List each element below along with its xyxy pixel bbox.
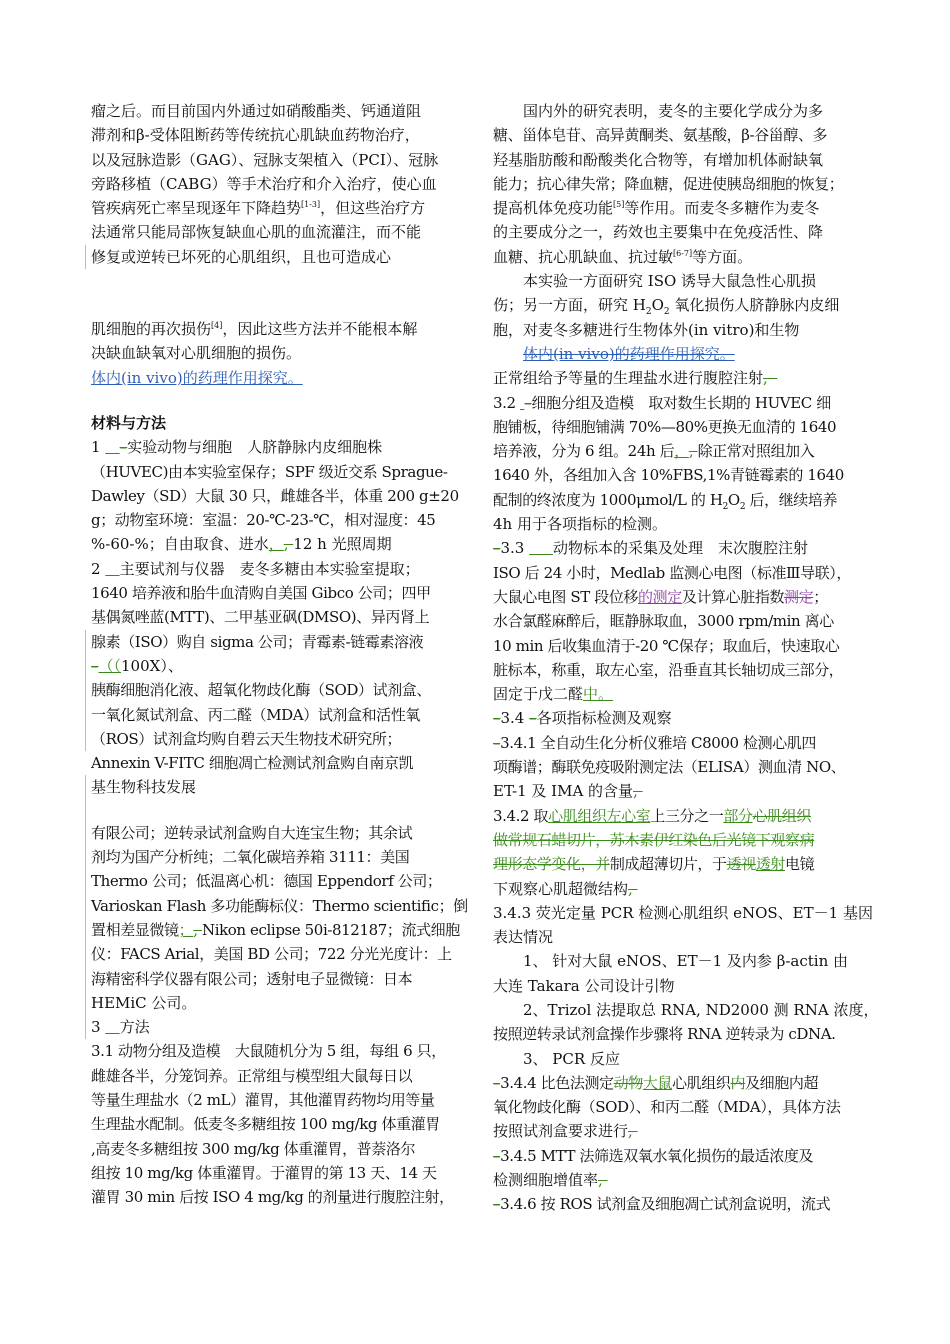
text-line	[493, 828, 865, 852]
text-line: 组按 10 mg/kg 体重灌胃。于灌胃的第 13 天、14 天	[91, 1163, 437, 1182]
text-line: –3.4.1 全自动生化分析仪雅培 C8000 检测心肌四	[493, 733, 817, 752]
text-line: 基生物科技发展	[91, 775, 461, 799]
text-line: 胰酶细胞消化液、超氧化物歧化酶（SOD）试剂盒、	[91, 678, 461, 702]
text-line: 法通常只能局部恢复缺血心肌的血流灌注，而不能	[91, 223, 422, 242]
text-line: 10 min 后收集血清于-20 ℃保存；取血后，快速取心	[493, 636, 840, 655]
text-line: 的主要成分之一，药效也主要集中在免疫活性、降	[493, 223, 824, 242]
citation: [4]	[211, 321, 223, 331]
text-line: %-60-%；自由取食、进水，, 12 h 光照周期	[91, 535, 392, 554]
moved-text[interactable]: 的测定	[638, 587, 682, 606]
text-line: 3.2 –细胞分组及造模 取对数生长期的 HUVEC 细	[493, 393, 831, 412]
text-line: 2 主要试剂与仪器 麦冬多糖由本实验室提取；	[91, 559, 420, 578]
text-line: 羟基脂肪酸和酚酸类化合物等，有增加机体耐缺氧	[493, 150, 824, 169]
text-line: 项酶谱；酶联免疫吸附测定法（ELISA）测血清 NO、	[493, 758, 846, 777]
text-line: 胞，对麦冬多糖进行生物体外(in vitro)和生物	[493, 320, 800, 339]
text-line: 修复或逆转已坏死的心肌组织，且也可造成心	[91, 245, 461, 269]
text-line: 有限公司；逆转录试剂盒购自大连宝生物；其余试	[91, 821, 461, 845]
text-line: –3.4.5 MTT 法筛选双氧水氧化损伤的最适浓度及	[493, 1146, 814, 1165]
text-line: 按照逆转录试剂盒操作步骤将 RNA 逆转录为 cDNA.	[493, 1025, 836, 1044]
text-line: Annexin V-FITC 细胞凋亡检测试剂盒购自南京凯	[91, 754, 414, 773]
text-line: （ROS）试剂盒均购自碧云天生物技术研究所；	[91, 727, 461, 751]
tracked-insertion[interactable]: 部分	[723, 806, 753, 825]
text-line: 1640 外，各组加入含 10%FBS,1%青链霉素的 1640	[493, 466, 844, 485]
text-line: 正常组给予等量的生理盐水进行腹腔注射,	[493, 369, 778, 388]
text-line: 置相差显微镜；, Nikon eclipse 50i-812187；流式细胞	[91, 918, 461, 942]
spacer	[91, 390, 461, 411]
tracked-insertion[interactable]: 心肌组织左心室	[548, 806, 651, 825]
text-line: 表达情况	[493, 928, 554, 947]
text-line: 提高机体免疫功能[5]等作用。而麦冬多糖作为麦冬	[493, 199, 820, 218]
tracked-insertion[interactable]: ；	[178, 920, 194, 939]
tracked-deletion[interactable]: 做常规石蜡切片，苏木素伊红染色后光镜下观察病	[493, 830, 815, 849]
text-line: 瘤之后。而目前国内外通过如硝酸酯类、钙通道阻	[91, 102, 422, 120]
text-line: g；动物室环境：室温：20-℃-23-℃，相对湿度：45	[91, 511, 436, 530]
text-line: ISO 后 24 小时，Medlab 监测心电图（标准Ⅲ导联），	[493, 563, 852, 582]
text-line: 固定于戊二醛中。	[493, 685, 614, 704]
tracked-deletion[interactable]: 心肌组织	[752, 806, 811, 825]
text-line: 理形态学变化，并制成超薄切片，于透视透射电镜	[493, 855, 815, 874]
right-column	[493, 99, 879, 1217]
text-line: 水合氯醛麻醉后，眶静脉取血，3000 rpm/min 离心	[493, 612, 834, 631]
tracked-insertion[interactable]	[105, 1018, 119, 1036]
spacer	[85, 800, 461, 821]
tracked-deletion[interactable]: 体内(in vivo)的药理作用探究。	[523, 344, 735, 363]
text-line: 大连 Takara 公司设计引物	[493, 976, 675, 995]
text-line: –3.3 动物标本的采集及处理 末次腹腔注射	[493, 539, 808, 558]
text-line	[493, 342, 865, 366]
text-line: 糖、甾体皂苷、高异黄酮类、氨基酸，β-谷甾醇、多	[493, 126, 828, 145]
text-line: 检测细胞增值率,	[493, 1171, 608, 1190]
text-line: ET-1 及 IMA 的含量,	[493, 782, 643, 801]
text-line: 3 方法	[91, 1015, 461, 1039]
text-line: 按照试剂盒要求进行,	[493, 1122, 638, 1141]
text-line: –3.4.6 按 ROS 试剂盒及细胞凋亡试剂盒说明，流式	[493, 1195, 831, 1214]
text-line: 能力；抗心律失常；降血糖，促进使胰岛细胞的恢复；	[493, 174, 844, 193]
text-line: 脏标本，称重，取左心室，沿垂直其长轴切成三部分，	[493, 660, 844, 679]
text-line: （HUVEC)由本实验室保存；SPF 级近交系 Sprague-	[91, 462, 448, 481]
text-line: 仪：FACS Arial，美国 BD 公司；722 分光光度计：上	[91, 942, 461, 966]
tracked-insertion[interactable]: 中。	[583, 685, 614, 704]
tracked-deletion[interactable]: 内	[730, 1073, 746, 1092]
text-line: 血糖、抗心肌缺血、抗过敏[6-7]等方面。	[493, 247, 753, 266]
text-line: 一氧化氮试剂盒、丙二醛（MDA）试剂盒和活性氧	[91, 703, 461, 727]
text-line: 1640 培养液和胎牛血清购自美国 Gibco 公司；四甲	[91, 584, 431, 603]
text-line: ,高麦冬多糖组按 300 mg/kg 体重灌胃，普萘洛尔	[91, 1139, 416, 1158]
moved-text[interactable]: 测定	[784, 587, 814, 606]
citation: [1-3]	[301, 200, 321, 210]
text-line: 剂均为国产分析纯；二氧化碳培养箱 3111：美国	[91, 845, 461, 869]
text-line: HEMiC 公司。	[91, 991, 461, 1015]
tracked-insertion[interactable]	[105, 438, 119, 456]
text-line: 3.4.2 取心肌组织左心室上三分之一部分心肌组织	[493, 806, 811, 825]
text-line	[91, 366, 461, 390]
text-line: 1、 针对大鼠 eNOS、ET－1 及内参 β-actin 由	[523, 952, 849, 971]
section-heading: 材料与方法	[91, 413, 167, 432]
tracked-insertion[interactable]: 透射	[755, 855, 786, 874]
text-line: 配制的终浓度为 1000μmol/L 的 $H_2O_2$ 后，继续培养	[493, 490, 838, 512]
text-line: 腺素（ISO）购自 sigma 公司；青霉素-链霉素溶液	[91, 630, 461, 654]
text-line: 下观察心肌超微结构,	[493, 879, 638, 898]
citation: [5]	[613, 200, 625, 210]
text-line: 3.1 动物分组及造模 大鼠随机分为 5 组，每组 6 只，	[91, 1042, 446, 1061]
text-line: 滞剂和β-受体阻断药等传统抗心肌缺血药物治疗，	[91, 126, 420, 145]
tracked-deletion[interactable]: 动物	[613, 1073, 643, 1092]
text-line: 4h 用于各项指标的检测。	[493, 515, 667, 534]
text-line: 基偶氮唑蓝(MTT)、二甲基亚砜(DMSO)、异丙肾上	[91, 608, 430, 627]
text-line: 决缺血缺氧对心肌细胞的损伤。	[91, 344, 302, 363]
text-line: 氧化物歧化酶（SOD）、和丙二醛（MDA），具体方法	[493, 1098, 841, 1117]
tracked-insertion[interactable]: ，	[674, 442, 689, 461]
text-line: 2、Trizol 法提取总 RNA, ND2000 测 RNA 浓度，	[523, 1000, 879, 1019]
text-line: 生理盐水配制。低麦冬多糖组按 100 mg/kg 体重灌胃	[91, 1115, 440, 1134]
text-line: 培养液，分为 6 组。24h 后，, 除正常对照组加入	[493, 442, 815, 461]
text-line: 海精密科学仪器有限公司；透射电子显微镜：日本	[91, 967, 461, 991]
text-line: 旁路移植（CABG）等手术治疗和介入治疗，使心血	[91, 174, 437, 193]
text-line: –3.4 –各项指标检测及观察	[493, 709, 672, 728]
tracked-insertion[interactable]	[529, 539, 553, 557]
text-line: 大鼠心电图 ST 段位移的测定及计算心脏指数测定；	[493, 587, 828, 606]
tracked-insertion[interactable]: ，	[268, 535, 284, 554]
text-line: –（（100X）、	[91, 654, 461, 678]
text-line: 本实验一方面研究 ISO 诱导大鼠急性心肌损	[523, 272, 817, 291]
text-line: Thermo 公司；低温离心机：德国 Eppendorf 公司；	[91, 869, 461, 893]
text-line: 雌雄各半，分笼饲养。正常组与模型组大鼠每日以	[91, 1066, 413, 1085]
tracked-insertion[interactable]: 体内(in vivo)的药理作用探究。	[91, 368, 303, 387]
text-line: Dawley（SD）大鼠 30 只，雌雄各半，体重 200 g±20	[91, 486, 459, 505]
tracked-deletion[interactable]: 透视	[726, 855, 756, 874]
tracked-insertion[interactable]: （（	[98, 656, 122, 675]
text-line: Varioskan Flash 多功能酶标仪：Thermo scientific；倒	[91, 894, 461, 918]
text-line: 管疾病死亡率呈现逐年下降趋势[1-3]，但这些治疗方	[91, 199, 426, 218]
tracked-insertion[interactable]: 大鼠	[642, 1073, 673, 1092]
text-line: 国内外的研究表明，麦冬的主要化学成分为多	[523, 102, 824, 120]
text-line: 伤；另一方面，研究 $H_2O_2$ 氧化损伤人脐静脉内皮细	[493, 296, 840, 318]
tracked-insertion[interactable]	[105, 560, 119, 578]
spacer	[91, 269, 461, 317]
text-line: 等量生理盐水（2 mL）灌胃，其他灌胃药物均用等量	[91, 1090, 435, 1109]
left-column	[91, 99, 468, 1209]
text-line: 以及冠脉造影（GAG）、冠脉支架植入（PCI）、冠脉	[91, 150, 439, 169]
text-line: 1 –实验动物与细胞 人脐静脉内皮细胞株	[91, 438, 383, 457]
text-line: 灌胃 30 min 后按 ISO 4 mg/kg 的剂量进行腹腔注射，	[91, 1188, 454, 1207]
text-line: 胞铺板，待细胞铺满 70%—80%更换无血清的 1640	[493, 417, 837, 436]
text-line: –3.4.4 比色法测定动物大鼠心肌组织内及细胞内超	[493, 1073, 819, 1092]
text-line: 肌细胞的再次损伤[4]，因此这些方法并不能根本解	[91, 320, 418, 339]
tracked-deletion[interactable]: 理形态学变化，并	[493, 855, 610, 874]
text-line: 3、 PCR 反应	[523, 1049, 620, 1068]
text-line: 3.4.3 荧光定量 PCR 检测心肌组织 eNOS、ET－1 基因	[493, 903, 873, 922]
citation: [6-7]	[673, 248, 693, 258]
